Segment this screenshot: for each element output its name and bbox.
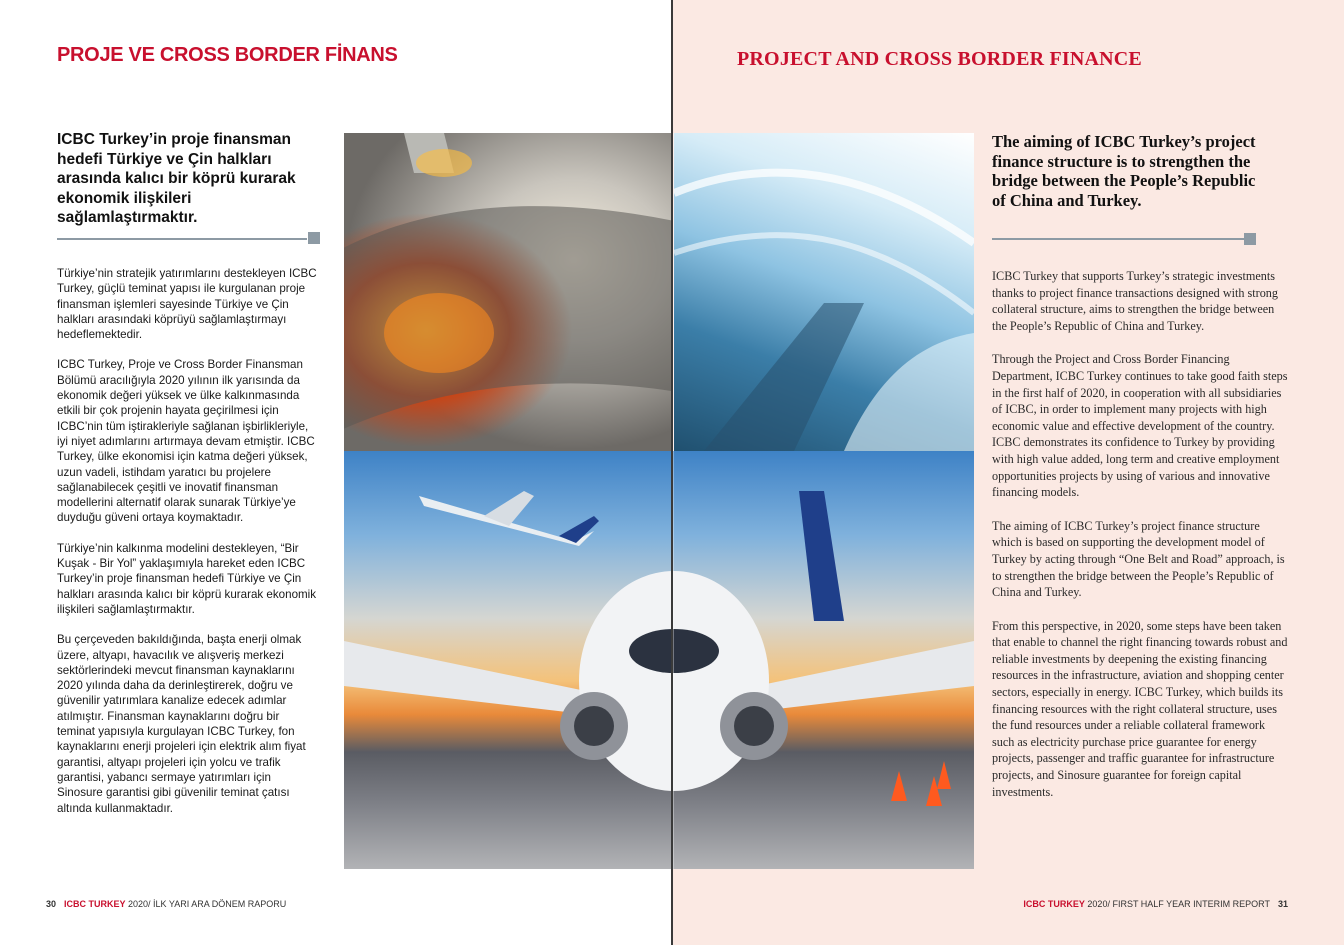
right-footer-text: 2020/ FIRST HALF YEAR INTERIM REPORT — [1084, 899, 1270, 909]
right-paragraph-2: Through the Project and Cross Border Financing Department, ICBC Turkey continues to take good faith steps in the first half of 2020, in cooperation with all subsidiaries of ICBC, in order to implement many projects with high economic value and effective development of the country. ICBC demonstrates its confidence to Turkey by providing with high value added, long term and creative employment opportunities projects by using of various and innovative financing models. — [992, 352, 1288, 500]
right-page-title: PROJECT AND CROSS BORDER FINANCE — [737, 48, 1142, 70]
airport-architecture-photo — [674, 133, 974, 451]
traffic-cones-shape — [891, 761, 951, 806]
right-body-text — [992, 268, 1290, 817]
left-paragraph-1: Türkiye’nin stratejik yatırımlarını destekleyen ICBC Turkey, güçlü teminat yapısı ile kurgulanan proje finansman işlemleri sayesinde Türkiye ve Çin halkları arasındaki köprüyü sağlamlaştırmayı hedeflemektedir. — [57, 267, 317, 342]
left-paragraph-2: ICBC Turkey, Proje ve Cross Border Finansman Bölümü aracılığıyla 2020 yılının ilk yarısında da ekonomik değeri yüksek ve ülke kalkınmasında etkili bir çok projenin hayata geçirilmesi için ICBC’nin tüm iştirakleriyle sağlanan işbirlikleriyle, iyi niyet adımlarını artırmaya devam etmiştir. ICBC Turkey, ülke ekonomisi için katma değeri yüksek, uzun vadeli, istihdam yaratıcı bu projelere sağlanabilecek çeşitli ve inovatif finansman modellerini alternatif olarak sunarak Türkiye’ye duyduğu güveni ortaya koymaktadır. — [57, 358, 315, 525]
left-footer — [46, 899, 286, 909]
architecture-illustration — [674, 133, 974, 451]
right-paragraph-1: ICBC Turkey that supports Turkey’s strategic investments thanks to project finance transactions designed with strong collateral structure, aims to strengthen the bridge between the People’s Republic of China and Turkey. — [992, 269, 1278, 333]
left-page-number: 30 — [46, 899, 57, 909]
floor-curve-shape — [844, 333, 974, 451]
escalator-shape — [704, 303, 864, 451]
flame-glow-shape — [384, 293, 494, 373]
left-divider-line — [57, 238, 307, 240]
right-page-number: 31 — [1277, 899, 1288, 909]
left-footer-text: 2020/ İLK YARI ARA DÖNEM RAPORU — [125, 899, 287, 909]
left-lead-statement: ICBC Turkey’in proje finansman hedefi Türkiye ve Çin halkları arasında kalıcı bir köprü kurarak ekonomik ilişkileri sağlamlaştırmaktır. — [57, 131, 296, 226]
left-paragraph-4: Bu çerçeveden bakıldığında, başta enerji olmak üzere, altyapı, havacılık ve alışveriş merkezi sektörlerindeki mevcut finansman kaynaklarını 2020 yılında daha da derinleştirerek, doğru ve güvenilir yatırımlara kanalize edecek adımlar atılmıştır. Finansman kaynaklarını doğru bir teminat yapısıyla kurgulayan ICBC Turkey, fon kaynaklarını enerji projeleri için elektrik alım fiyat garantisi, altyapı projeleri için yolcu ve trafik garantisi, yabancı sermaye yatırımları için Sinosure garantisi gibi güvenilir teminat çatısı altında kullanmaktadır. — [57, 633, 306, 815]
right-divider-line — [992, 238, 1244, 240]
book-spine — [671, 0, 673, 945]
photo-collage — [344, 133, 974, 869]
roof-arc-1 — [674, 173, 974, 243]
torch-flame-shape — [416, 149, 472, 177]
airplane-apron-photo — [344, 451, 974, 869]
right-footer — [1023, 899, 1288, 909]
left-page-title: PROJE VE CROSS BORDER FİNANS — [57, 44, 398, 66]
left-divider-square — [308, 232, 320, 244]
left-body-text — [57, 266, 319, 831]
airplane-illustration — [344, 451, 974, 869]
right-paragraph-4: From this perspective, in 2020, some steps have been taken that enable to channel the right financing towards robust and reliable investments by deepening the existing financing resources in the infrastructure, aviation and shopping center sectors, especially in energy. ICBC Turkey, which builds its financing resources with the right collateral structure, uses the fund resources under a reliable collateral framework such as electricity purchase price guarantee for energy projects, passenger and traffic guarantee for infrastructure projects, and Sinosure guarantee for foreign capital investments. — [992, 618, 1288, 799]
pipe-welding-illustration — [344, 133, 672, 451]
right-lead-statement: The aiming of ICBC Turkey’s project finance structure is to strengthen the bridge between the People’s Republic of China and Turkey. — [992, 132, 1256, 210]
left-footer-brand: ICBC TURKEY — [64, 899, 126, 909]
parked-plane-shape — [344, 491, 974, 791]
left-paragraph-3: Türkiye’nin kalkınma modelini destekleyen, “Bir Kuşak - Bir Yol” yaklaşımıyla hareket eden ICBC Turkey’in proje finansman hedefi Türkiye ve Çin halkları arasında kalıcı bir köprü kurarak ekonomik ilişkileri sağlamlaştırmaktır. — [57, 541, 317, 616]
flying-plane-shape — [419, 491, 599, 546]
right-divider-square — [1244, 233, 1256, 245]
roof-arc-2 — [674, 235, 974, 313]
right-footer-brand: ICBC TURKEY — [1023, 899, 1085, 909]
right-paragraph-3: The aiming of ICBC Turkey’s project finance structure which is based on supporting the development model of Turkey by acting through “One Belt and Road” approach, is to strengthen the bridge between the People’s Republic of China and Turkey. — [992, 518, 1285, 600]
pipe-welding-photo — [344, 133, 672, 451]
